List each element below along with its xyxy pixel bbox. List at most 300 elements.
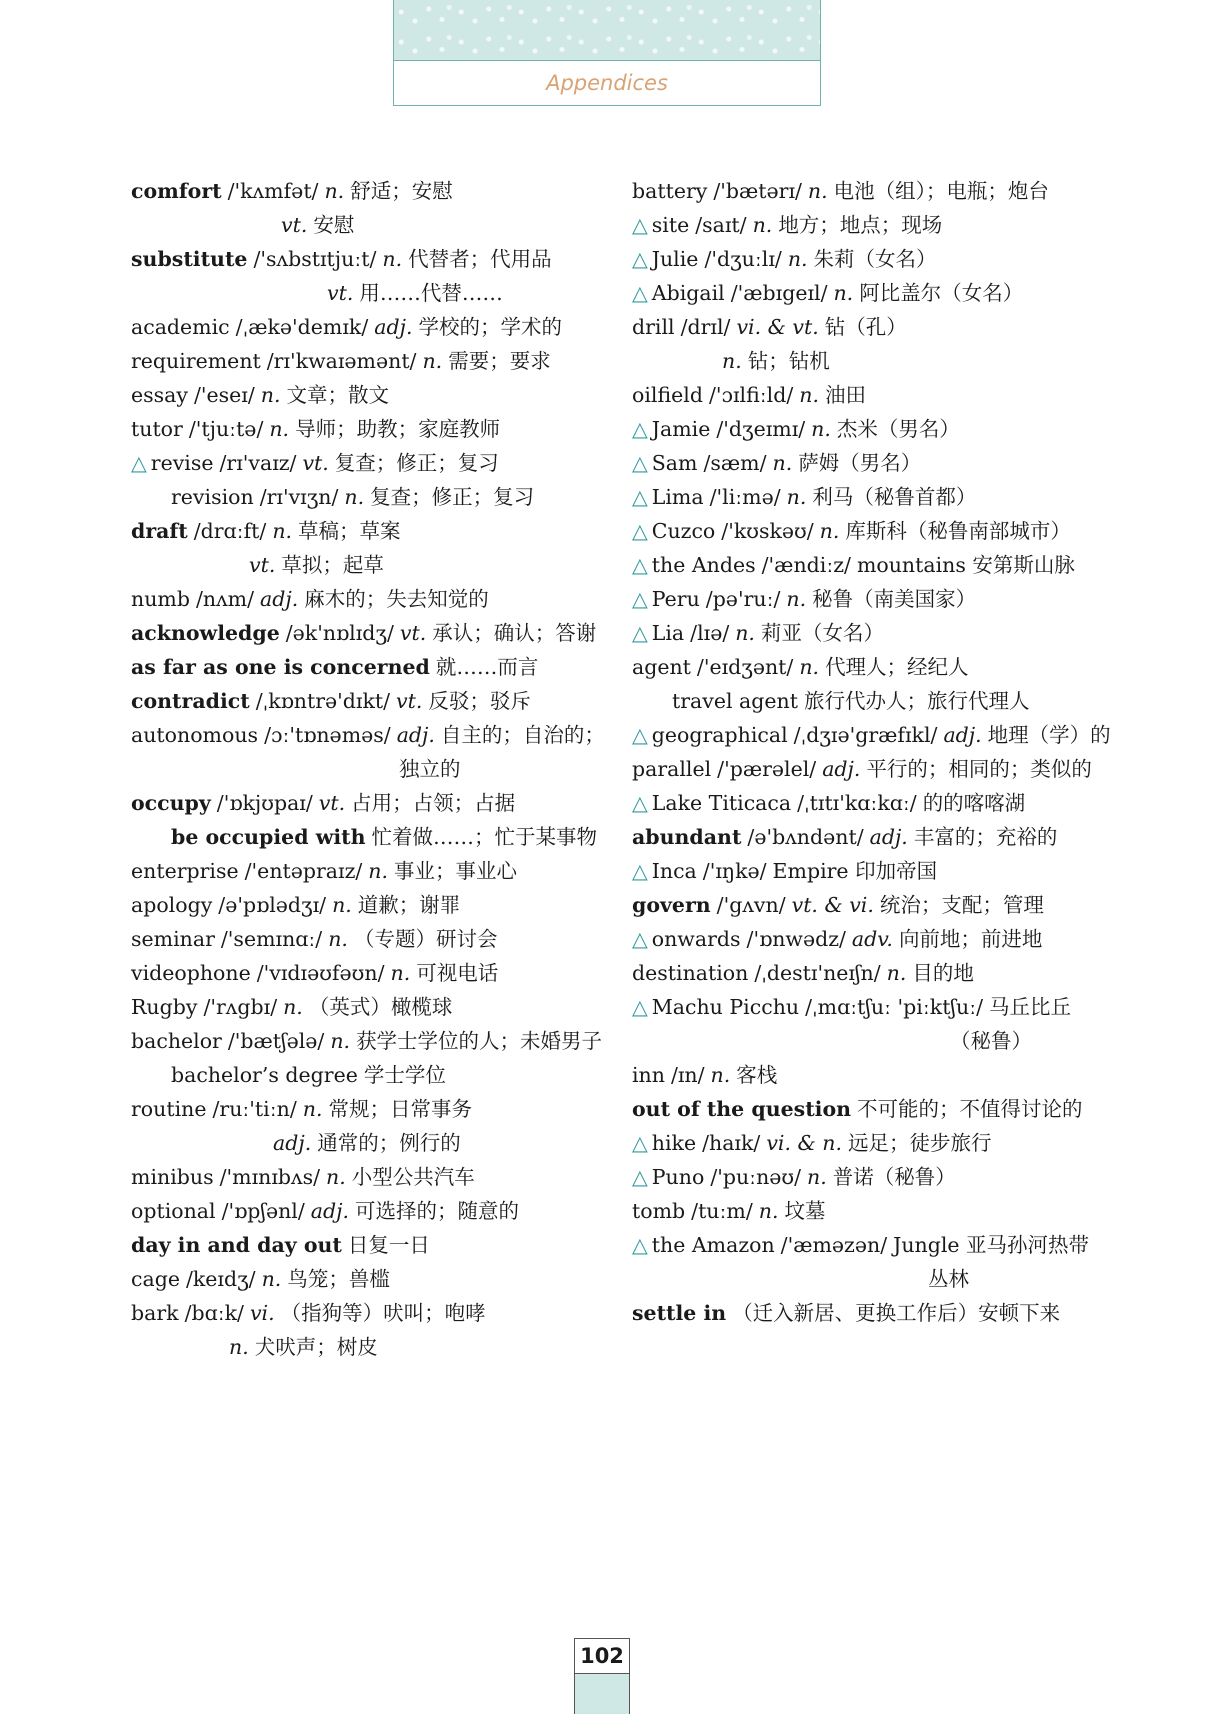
vocab-phonetic: /ə'bʌndənt/	[747, 825, 864, 849]
vocab-entry	[632, 1058, 1092, 1092]
vocab-phonetic: /'ɒkjʊpaɪ/	[216, 791, 313, 815]
vocab-definition: （迁入新居、更换工作后）安顿下来	[732, 1301, 1061, 1325]
vocab-word: revision	[171, 485, 254, 509]
vocab-phonetic: /sæm/	[703, 451, 767, 475]
vocab-part-of-speech: vi. & vt.	[736, 315, 819, 339]
vocab-definition: 自主的；自治的；	[440, 723, 605, 747]
vocab-part-of-speech: vt.	[302, 451, 329, 475]
vocab-definition: 用……代替……	[359, 281, 503, 305]
vocab-definition: 库斯科（秘鲁南部城市）	[845, 519, 1071, 543]
vocab-word: Puno	[651, 1165, 705, 1189]
vocab-definition: 代替者；代用品	[408, 247, 552, 271]
appendices-header	[393, 0, 821, 106]
vocab-entry	[632, 786, 1092, 820]
vocab-definition: 钻；钻机	[747, 349, 830, 373]
vocab-definition: Empire 印加帝国	[772, 859, 938, 883]
vocab-phonetic: /'ændiːz/	[761, 553, 851, 577]
triangle-marker-icon: △	[632, 417, 648, 441]
vocab-part-of-speech: vi.	[249, 1301, 275, 1325]
vocab-word: onwards	[651, 927, 741, 951]
vocab-entry	[131, 990, 601, 1024]
vocab-entry	[131, 548, 601, 582]
vocab-phonetic: /ɔː'tɒnəməs/	[264, 723, 391, 747]
vocab-part-of-speech: n.	[302, 1097, 323, 1121]
vocab-word: bachelor	[131, 1029, 222, 1053]
vocab-word: site	[651, 213, 690, 237]
vocab-phonetic: /ɪn/	[670, 1063, 705, 1087]
vocab-part-of-speech: n.	[261, 1267, 282, 1291]
vocab-entry	[131, 344, 601, 378]
vocab-entry	[632, 1194, 1092, 1228]
vocab-phonetic: /'rʌgbɪ/	[203, 995, 278, 1019]
vocab-entry	[131, 820, 601, 854]
vocab-phonetic: /ˌmɑːtʃuː 'piːktʃuː/	[805, 995, 984, 1019]
vocab-word: Jamie	[651, 417, 711, 441]
vocab-word: comfort	[131, 179, 222, 203]
vocab-entry	[131, 1058, 601, 1092]
vocab-entry	[632, 174, 1092, 208]
vocab-part-of-speech: n.	[330, 1029, 351, 1053]
vocab-definition: 学士学位	[363, 1063, 446, 1087]
vocab-phonetic: /keɪdʒ/	[185, 1267, 256, 1291]
vocab-phonetic: /rɪ'vɪʒn/	[259, 485, 339, 509]
vocab-word: inn	[632, 1063, 665, 1087]
vocab-part-of-speech: vt.	[396, 689, 423, 713]
vocab-entry	[131, 310, 601, 344]
vocab-definition: 平行的；相同的；类似的	[866, 757, 1092, 781]
vocab-word: essay	[131, 383, 188, 407]
vocab-part-of-speech: n.	[772, 451, 793, 475]
vocab-definition: 坟墓	[784, 1199, 826, 1223]
vocab-phonetic: /'ɒpʃənl/	[221, 1199, 305, 1223]
triangle-marker-icon: △	[632, 451, 648, 475]
vocab-definition: 远足；徒步旅行	[847, 1131, 992, 1155]
triangle-marker-icon: △	[632, 213, 648, 237]
vocab-part-of-speech: n.	[819, 519, 840, 543]
triangle-marker-icon: △	[632, 281, 648, 305]
vocab-entry	[131, 718, 605, 752]
vocab-phonetic: /'bætərɪ/	[713, 179, 802, 203]
vocab-phonetic: /'æbɪgeɪl/	[730, 281, 828, 305]
vocab-part-of-speech: n.	[272, 519, 293, 543]
vocab-phonetic: /tuːm/	[691, 1199, 753, 1223]
vocab-part-of-speech: n.	[758, 1199, 779, 1223]
vocab-entry	[131, 174, 601, 208]
vocab-part-of-speech: adj.	[310, 1199, 349, 1223]
vocab-phonetic: /saɪt/	[695, 213, 747, 237]
vocab-word: travel agent	[672, 689, 798, 713]
vocab-phonetic: /'liːmə/	[709, 485, 781, 509]
vocab-part-of-speech: n.	[368, 859, 389, 883]
triangle-marker-icon: △	[632, 723, 648, 747]
vocab-part-of-speech: n.	[833, 281, 854, 305]
vocab-word: occupy	[131, 791, 211, 815]
vocab-entry	[131, 514, 601, 548]
vocab-part-of-speech: n.	[735, 621, 755, 645]
vocab-part-of-speech: n.	[799, 655, 820, 679]
vocab-phonetic: /'semɪnɑː/	[220, 927, 323, 951]
triangle-marker-icon: △	[632, 587, 648, 611]
vocab-definition: 反驳；驳斥	[428, 689, 531, 713]
vocab-word: battery	[632, 179, 708, 203]
vocab-entry	[632, 446, 1092, 480]
vocab-definition: 可选择的；随意的	[354, 1199, 519, 1223]
vocab-phonetic: /drɪl/	[680, 315, 731, 339]
vocab-entry	[632, 616, 1092, 650]
vocab-entry	[632, 1228, 1092, 1262]
vocab-definition: 日复一日	[347, 1233, 430, 1257]
vocab-entry	[632, 412, 1092, 446]
vocab-entry	[131, 786, 601, 820]
vocab-definition: 可视电话	[416, 961, 499, 985]
vocab-word: optional	[131, 1199, 216, 1223]
vocab-word: oilfield	[632, 383, 703, 407]
vocab-entry	[131, 854, 601, 888]
vocab-word: Lia	[651, 621, 685, 645]
vocab-definition: 秘鲁（南美国家）	[812, 587, 977, 611]
header-title: Appendices	[546, 71, 668, 95]
vocab-definition: 复查；修正；复习	[370, 485, 535, 509]
vocab-word: Abigail	[651, 281, 725, 305]
vocab-word: drill	[632, 315, 675, 339]
vocab-phonetic: /'entəpraɪz/	[244, 859, 363, 883]
vocab-phonetic: /'ɒnwədz/	[746, 927, 846, 951]
vocab-entry	[632, 1092, 1092, 1126]
vocab-word: as far as one is concerned	[131, 655, 430, 679]
vocab-phonetic: /nʌm/	[195, 587, 255, 611]
vocab-word: cage	[131, 1267, 180, 1291]
vocab-phonetic: /bɑːk/	[184, 1301, 244, 1325]
vocab-phonetic: /'sʌbstɪtjuːt/	[253, 247, 377, 271]
vocab-word: requirement	[131, 349, 261, 373]
triangle-marker-icon: △	[632, 859, 648, 883]
vocab-word: videophone	[131, 961, 251, 985]
triangle-marker-icon: △	[632, 519, 648, 543]
vocab-definition: 犬吠声；树皮	[254, 1335, 378, 1359]
triangle-marker-icon: △	[632, 1233, 648, 1257]
vocab-word: agent	[632, 655, 691, 679]
vocab-word: Inca	[651, 859, 697, 883]
vocab-entry	[131, 480, 601, 514]
vocab-definition: 导师；助教；家庭教师	[295, 417, 501, 441]
vocab-definition: 文章；散文	[286, 383, 390, 407]
vocab-entry	[632, 888, 1092, 922]
vocab-word: out of the question	[632, 1097, 852, 1121]
vocab-definition: 就……而言	[435, 655, 539, 679]
vocab-word: the Andes	[651, 553, 756, 577]
vocab-entry	[131, 1228, 601, 1262]
vocab-definition: 向前地；前进地	[898, 927, 1043, 951]
vocab-word: Machu Picchu	[651, 995, 800, 1019]
vocab-entry	[131, 1126, 601, 1160]
vocab-part-of-speech: n.	[283, 995, 303, 1019]
vocab-definition: mountains 安第斯山脉	[856, 553, 1075, 577]
vocab-entry	[632, 990, 1092, 1024]
vocab-phonetic: /'ɪŋkə/	[702, 859, 767, 883]
vocab-part-of-speech: adv.	[851, 927, 893, 951]
vocab-phonetic: /ə'pɒlədʒɪ/	[218, 893, 327, 917]
vocab-word: contradict	[131, 689, 250, 713]
vocab-entry	[131, 446, 601, 480]
vocab-word: parallel	[632, 757, 712, 781]
vocab-phonetic: /'mɪnɪbʌs/	[219, 1165, 321, 1189]
vocab-part-of-speech: n.	[786, 587, 807, 611]
vocab-word: settle in	[632, 1301, 727, 1325]
vocab-entry	[131, 650, 601, 684]
vocab-part-of-speech: n.	[807, 179, 828, 203]
vocab-word: autonomous	[131, 723, 259, 747]
triangle-marker-icon: △	[632, 1131, 648, 1155]
vocab-part-of-speech: adj.	[822, 757, 861, 781]
vocab-word: Julie	[651, 247, 699, 271]
vocab-part-of-speech: n.	[722, 349, 742, 373]
vocab-entry	[131, 1024, 601, 1058]
vocab-word: Lake Titicaca	[651, 791, 792, 815]
vocab-entry	[131, 582, 601, 616]
vocab-part-of-speech: n.	[344, 485, 365, 509]
vocab-definition: 电池（组）；电瓶；炮台	[833, 179, 1049, 203]
triangle-marker-icon: △	[632, 1165, 648, 1189]
vocab-part-of-speech: adj.	[396, 723, 435, 747]
vocab-entry	[131, 922, 601, 956]
vocab-definition: 朱莉（女名）	[813, 247, 937, 271]
vocab-definition: 复查；修正；复习	[334, 451, 499, 475]
vocab-phonetic: /'æməzən/	[780, 1233, 888, 1257]
vocab-part-of-speech: n.	[786, 485, 807, 509]
vocab-part-of-speech: n.	[324, 179, 345, 203]
vocab-phonetic: /ˌkɒntrə'dɪkt/	[255, 689, 391, 713]
vocab-phonetic: /ˌtɪtɪ'kɑːkɑː/	[797, 791, 917, 815]
right-vocabulary-column	[632, 174, 1111, 1330]
vocab-word: geographical	[651, 723, 788, 747]
vocab-part-of-speech: vt.	[399, 621, 427, 645]
triangle-marker-icon: △	[632, 791, 648, 815]
vocab-phonetic: /drɑːft/	[193, 519, 267, 543]
vocab-entry	[632, 480, 1092, 514]
vocab-word: substitute	[131, 247, 248, 271]
vocab-entry	[632, 310, 1092, 344]
vocab-phonetic: /'dʒeɪmɪ/	[716, 417, 806, 441]
vocab-definition: 获学士学位的人；未婚男子	[356, 1029, 603, 1053]
vocab-definition: 钻（孔）	[824, 315, 907, 339]
vocab-definition: 阿比盖尔（女名）	[859, 281, 1024, 305]
vocab-entry	[131, 412, 601, 446]
vocab-entry	[632, 514, 1092, 548]
vocab-entry	[632, 1160, 1092, 1194]
vocab-part-of-speech: adj.	[260, 587, 299, 611]
vocab-entry	[131, 1092, 601, 1126]
vocab-entry	[131, 752, 601, 786]
triangle-marker-icon: △	[632, 995, 648, 1019]
vocab-word: Rugby	[131, 995, 198, 1019]
vocab-phonetic: /'kʌmfət/	[227, 179, 319, 203]
vocab-part-of-speech: n.	[710, 1063, 731, 1087]
vocab-word: destination	[632, 961, 749, 985]
vocab-entry	[131, 1296, 601, 1330]
vocab-phonetic: /lɪə/	[690, 621, 730, 645]
vocab-entry	[131, 616, 601, 650]
vocab-phonetic: /ˌdestɪ'neɪʃn/	[754, 961, 881, 985]
vocab-definition: 马丘比丘	[989, 995, 1072, 1019]
vocab-definition: 常规；日常事务	[328, 1097, 472, 1121]
vocab-word: revise	[150, 451, 214, 475]
vocab-definition: Jungle 亚马孙河热带	[893, 1233, 1090, 1257]
vocab-definition: 忙着做……；忙于某事物	[371, 825, 597, 849]
vocab-word: apology	[131, 893, 213, 917]
vocab-definition: 普诺（秘鲁）	[832, 1165, 956, 1189]
vocab-entry	[632, 1262, 1092, 1296]
vocab-word: enterprise	[131, 859, 239, 883]
vocab-part-of-speech: n.	[422, 349, 443, 373]
vocab-entry	[632, 718, 1111, 752]
vocab-word: hike	[651, 1131, 697, 1155]
vocab-part-of-speech: vt.	[281, 213, 308, 237]
vocab-definition: 丛林	[928, 1267, 969, 1291]
vocab-word: minibus	[131, 1165, 214, 1189]
vocab-definition: 麻木的；失去知觉的	[304, 587, 489, 611]
vocab-definition: 客栈	[736, 1063, 778, 1087]
vocab-part-of-speech: adj.	[869, 825, 908, 849]
vocab-definition: 目的地	[912, 961, 974, 985]
vocab-phonetic: /ək'nɒlɪdʒ/	[285, 621, 394, 645]
vocab-phonetic: /'bætʃələ/	[227, 1029, 325, 1053]
vocab-definition: 统治；支配；管理	[879, 893, 1044, 917]
vocab-entry	[632, 344, 1092, 378]
vocab-definition: 占用；占领；占据	[351, 791, 516, 815]
vocab-word: routine	[131, 1097, 207, 1121]
vocab-word: be occupied with	[171, 825, 366, 849]
vocab-definition: 舒适；安慰	[350, 179, 453, 203]
vocab-definition: 小型公共汽车	[351, 1165, 475, 1189]
vocab-part-of-speech: adj.	[943, 723, 982, 747]
vocab-definition: 的的喀喀湖	[922, 791, 1026, 815]
vocab-phonetic: /rɪ'vaɪz/	[219, 451, 297, 475]
vocab-entry	[131, 378, 601, 412]
vocab-definition: 事业；事业心	[394, 859, 518, 883]
vocab-entry	[632, 650, 1092, 684]
triangle-marker-icon: △	[632, 553, 648, 577]
vocab-word: tomb	[632, 1199, 686, 1223]
vocab-phonetic: /'tjuːtə/	[188, 417, 264, 441]
vocab-definition: 安慰	[313, 213, 355, 237]
vocab-phonetic: /ruː'tiːn/	[212, 1097, 297, 1121]
vocab-entry	[131, 888, 601, 922]
vocab-entry	[632, 548, 1092, 582]
vocab-entry	[632, 378, 1092, 412]
vocab-entry	[131, 1262, 601, 1296]
header-pattern-band	[394, 0, 820, 61]
vocab-part-of-speech: n.	[390, 961, 411, 985]
vocab-word: abundant	[632, 825, 742, 849]
vocab-phonetic: /'eseɪ/	[193, 383, 255, 407]
vocab-part-of-speech: vt.	[318, 791, 346, 815]
vocab-definition: 油田	[825, 383, 866, 407]
vocab-phonetic: /'dʒuːlɪ/	[704, 247, 782, 271]
vocab-entry	[632, 208, 1092, 242]
vocab-definition: 利马（秘鲁首都）	[812, 485, 977, 509]
vocab-entry	[131, 684, 601, 718]
vocab-definition: 杰米（男名）	[836, 417, 960, 441]
vocab-part-of-speech: n.	[269, 417, 290, 441]
vocab-word: day in and day out	[131, 1233, 342, 1257]
vocab-part-of-speech: adj.	[374, 315, 413, 339]
vocab-definition: （英式）橄榄球	[308, 995, 453, 1019]
vocab-part-of-speech: n.	[332, 893, 352, 917]
triangle-marker-icon: △	[632, 485, 648, 509]
vocab-entry	[131, 242, 601, 276]
vocab-part-of-speech: n.	[382, 247, 403, 271]
vocab-part-of-speech: n.	[260, 383, 281, 407]
vocab-definition: 萨姆（男名）	[798, 451, 922, 475]
vocab-word: bark	[131, 1301, 179, 1325]
vocab-definition: 不可能的；不值得讨论的	[857, 1097, 1083, 1121]
vocab-entry	[632, 1126, 1092, 1160]
vocab-part-of-speech: n.	[807, 1165, 827, 1189]
vocab-entry	[632, 276, 1092, 310]
vocab-phonetic: /'gʌvn/	[716, 893, 786, 917]
vocab-entry	[632, 582, 1092, 616]
vocab-word: Sam	[651, 451, 698, 475]
vocab-part-of-speech: vt.	[249, 553, 276, 577]
vocab-part-of-speech: n.	[811, 417, 831, 441]
vocab-entry	[632, 684, 1092, 718]
vocab-word: numb	[131, 587, 190, 611]
page-number: 102	[575, 1639, 629, 1674]
vocab-entry	[131, 208, 601, 242]
vocab-part-of-speech: n.	[752, 213, 773, 237]
vocab-phonetic: /'pærəlel/	[717, 757, 817, 781]
vocab-phonetic: /haɪk/	[702, 1131, 761, 1155]
vocab-part-of-speech: n.	[328, 927, 348, 951]
vocab-entry	[632, 242, 1092, 276]
vocab-phonetic: /rɪ'kwaɪəmənt/	[266, 349, 417, 373]
vocab-definition: 草拟；起草	[281, 553, 384, 577]
vocab-definition: 承认；确认；答谢	[432, 621, 597, 645]
vocab-definition: （指狗等）吠叫；咆哮	[280, 1301, 486, 1325]
vocab-word: Peru	[651, 587, 700, 611]
triangle-marker-icon: △	[632, 621, 648, 645]
vocab-entry	[131, 1330, 601, 1364]
vocab-phonetic: /'kʊskəʊ/	[721, 519, 814, 543]
vocab-part-of-speech: vt. & vi.	[791, 893, 874, 917]
vocab-phonetic: /ˌækə'demɪk/	[235, 315, 369, 339]
vocab-definition: 地方；地点；现场	[778, 213, 943, 237]
vocab-entry	[632, 922, 1092, 956]
vocab-part-of-speech: adj.	[273, 1131, 312, 1155]
vocab-definition: 独立的	[399, 757, 461, 781]
vocab-entry	[131, 1194, 601, 1228]
vocab-phonetic: /'eɪdʒənt/	[696, 655, 794, 679]
vocab-part-of-speech: vt.	[327, 281, 354, 305]
triangle-marker-icon: △	[632, 247, 648, 271]
vocab-word: bachelor’s degree	[171, 1063, 358, 1087]
vocab-entry	[632, 1024, 1092, 1058]
vocab-word: the Amazon	[651, 1233, 775, 1257]
vocab-part-of-speech: n.	[799, 383, 819, 407]
vocab-entry	[632, 854, 1092, 888]
vocab-word: govern	[632, 893, 711, 917]
vocab-entry	[632, 820, 1092, 854]
vocab-entry	[632, 956, 1092, 990]
vocab-phonetic: /'ɔɪlfiːld/	[708, 383, 794, 407]
vocab-part-of-speech: n.	[886, 961, 907, 985]
vocab-definition: 草稿；草案	[298, 519, 401, 543]
vocab-word: seminar	[131, 927, 215, 951]
page-number-box	[574, 1638, 630, 1714]
vocab-definition: 鸟笼；兽槛	[287, 1267, 390, 1291]
left-vocabulary-column	[131, 174, 605, 1364]
vocab-phonetic: /'vɪdɪəʊfəʊn/	[256, 961, 385, 985]
